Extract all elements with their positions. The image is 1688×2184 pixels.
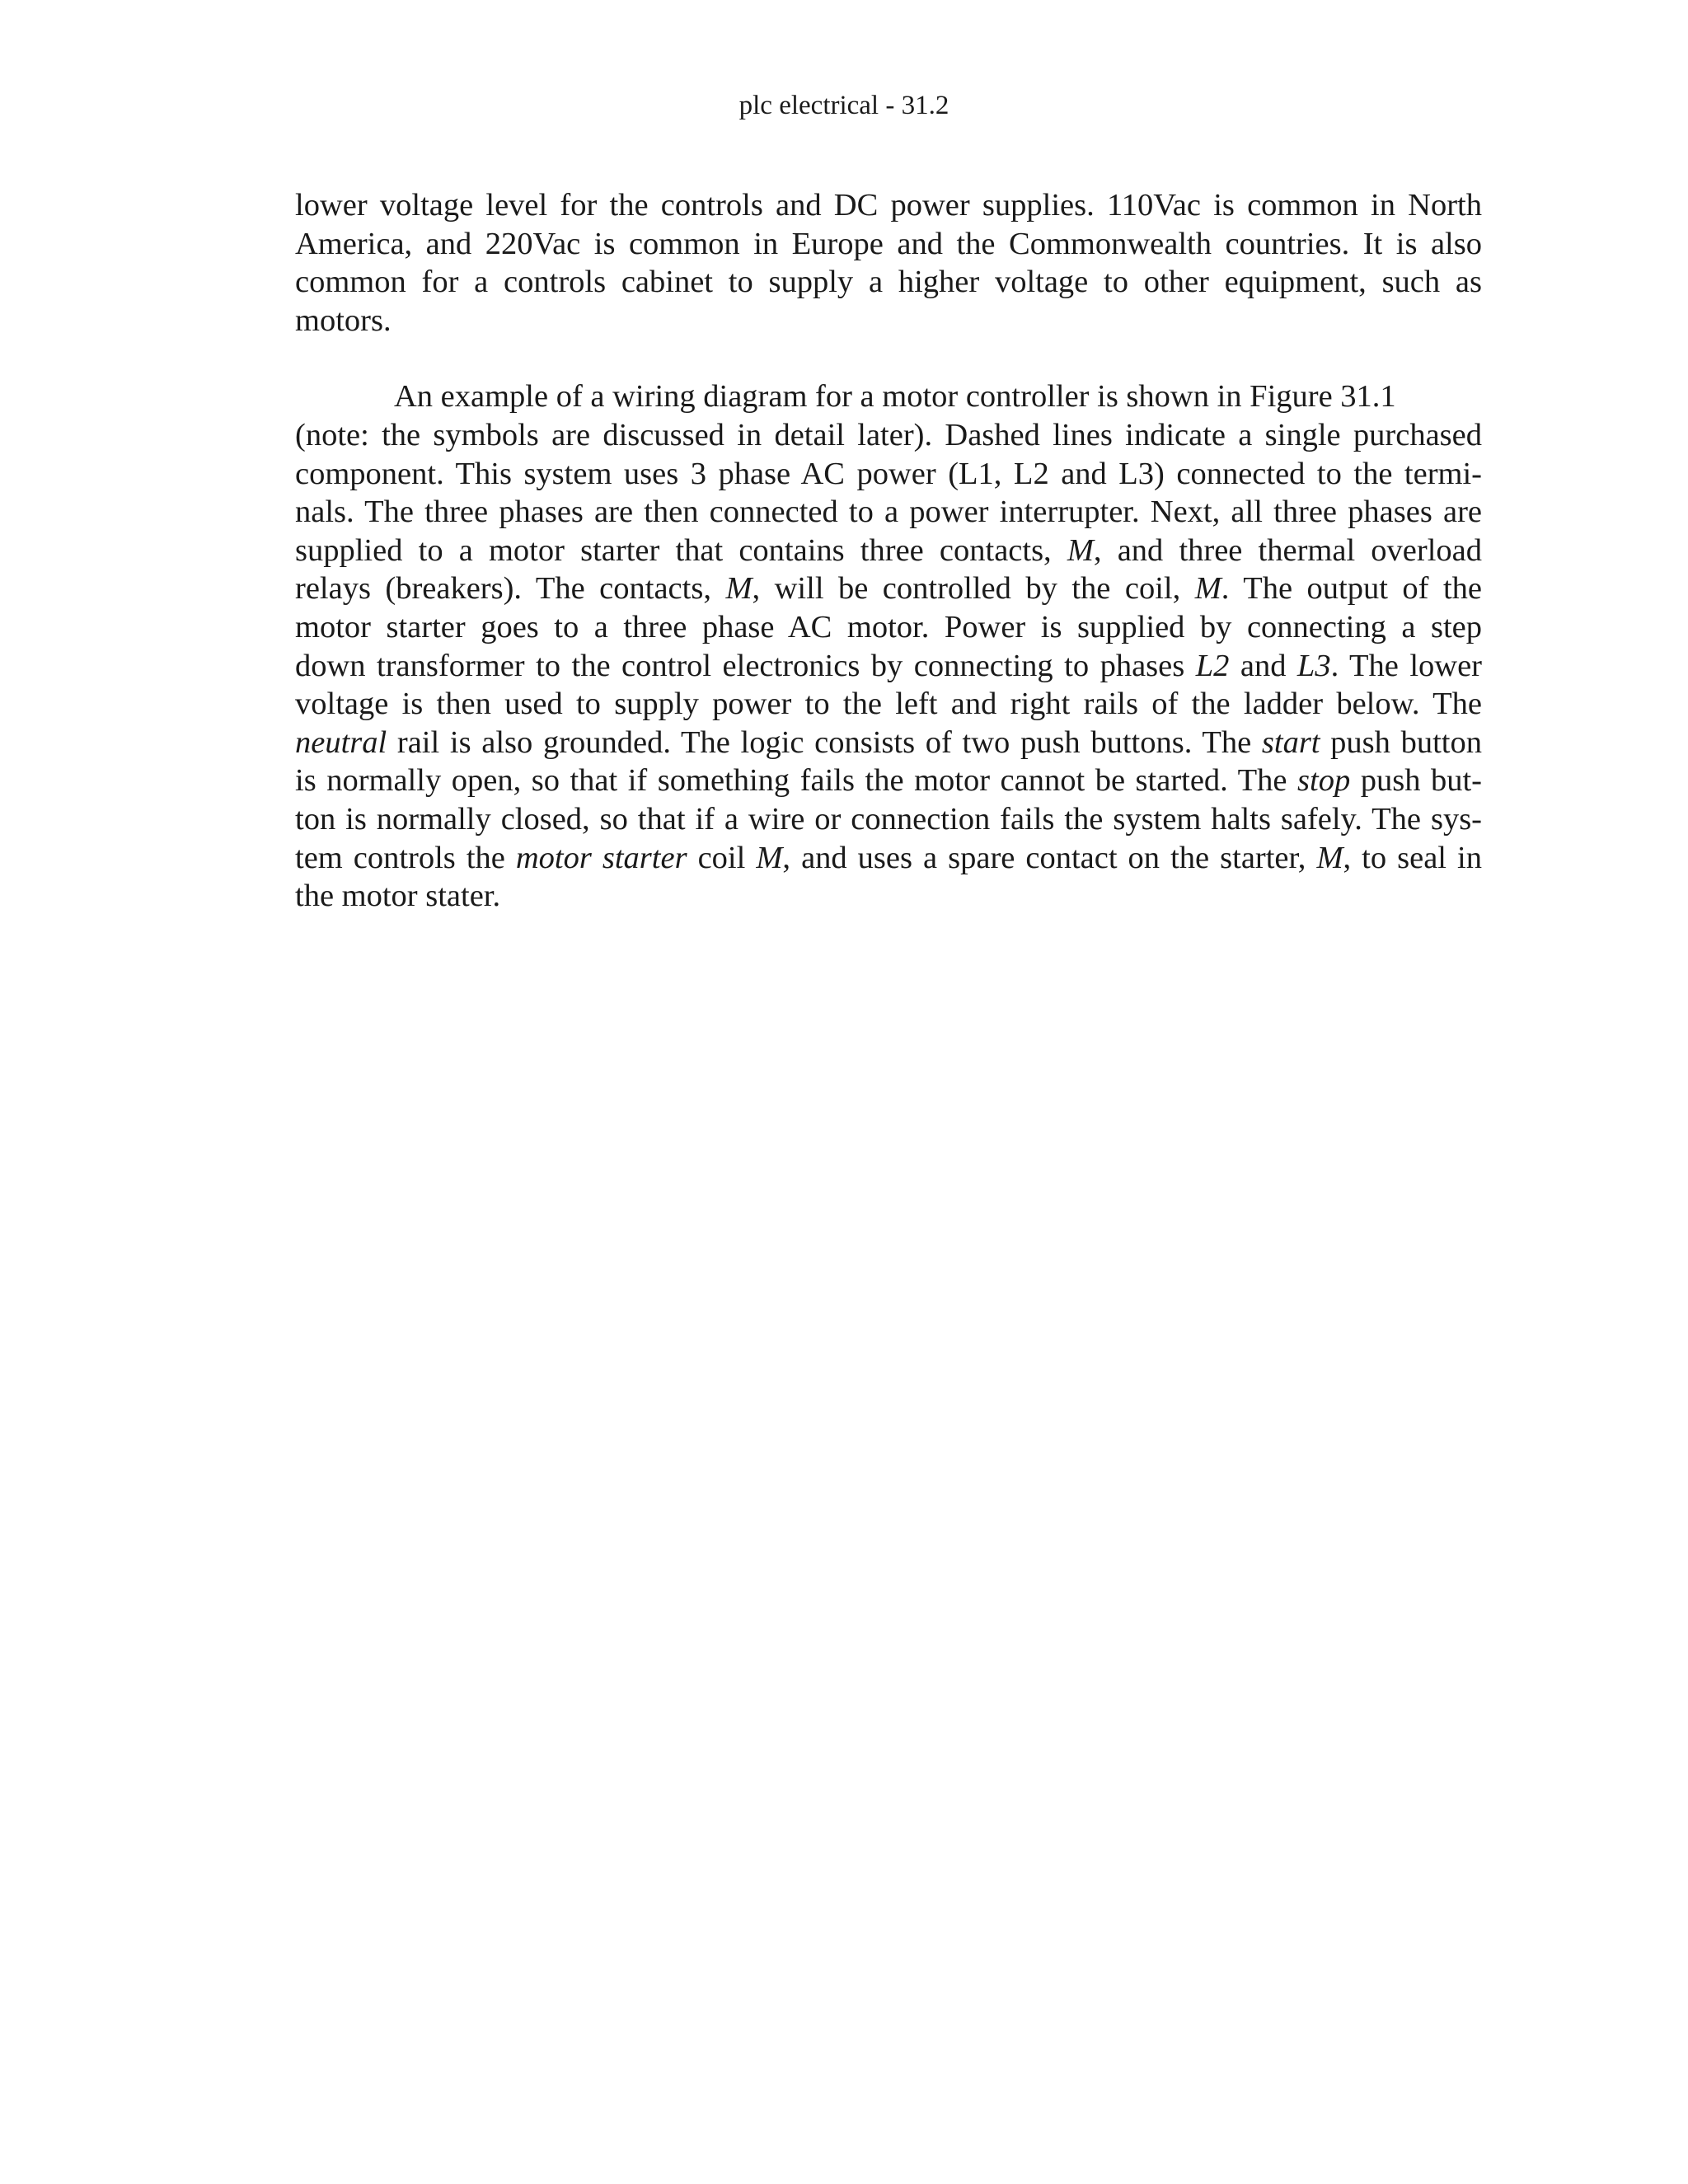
text-run: rail is also grounded. The logic consists of two push buttons. The [387,724,1262,760]
text-run: push button [1320,724,1482,760]
text-line [295,647,1482,686]
text-line: ton is normally closed, so that if a wire or connection fails the system halts safely. The sys- [295,801,1482,837]
italic-symbol: L2 [1195,648,1230,683]
text-line: America, and 220Vac is common in Europe and the Commonwealth countries. It is also [295,226,1482,261]
text-line: the motor stater. [295,879,501,914]
italic-symbol: M [1194,571,1221,607]
italic-term: neutral [295,724,387,760]
text-line [295,724,1482,762]
text-run: , to seal in [1343,840,1482,875]
running-header: plc electrical - 31.2 [738,91,950,120]
text-line: voltage is then used to supply power to the left and right rails of the ladder below. The [295,687,1482,722]
text-run: . The lower [1330,648,1482,683]
text-line: (note: the symbols are discussed in detail later). Dashed lines indicate a single purchased [295,417,1482,452]
paragraph-voltage-levels [295,186,1482,340]
italic-term: motor starter [515,840,687,875]
text-line: motor starter goes to a three phase AC motor. Power is supplied by connecting a step [295,609,1482,644]
body-text [295,186,1482,916]
text-run: . The output of the [1221,571,1482,607]
text-line [295,839,1482,878]
text-run: supplied to a motor starter that contains three contacts, [295,532,1067,568]
text-line [295,532,1482,570]
italic-symbol: M [756,840,783,875]
text-run: , and uses a spare contact on the starter, [782,840,1317,875]
italic-symbol: L3 [1296,648,1331,683]
text-run: push but- [1350,763,1482,799]
text-line: motors. [295,302,392,338]
paragraph-wiring-diagram [295,377,1482,915]
text-run: relays (breakers). The contacts, [295,571,726,607]
text-line: common for a controls cabinet to supply a higher voltage to other equipment, such as [295,265,1482,300]
text-run: , will be controlled by the coil, [752,571,1195,607]
italic-term: stop [1297,763,1351,799]
text-run: , and three thermal overload [1093,532,1482,568]
text-run: An example of a wiring diagram for a motor controller is shown in Figure 31.1 [394,379,1396,415]
italic-term: start [1261,724,1320,760]
text-run: is normally open, so that if something fails the motor cannot be started. The [295,763,1298,799]
text-run: and [1229,648,1297,683]
text-line [295,377,1482,416]
italic-symbol: M [1316,840,1343,875]
text-line: nals. The three phases are then connected to a power interrupter. Next, all three phases are [295,494,1482,530]
text-run: coil [687,840,757,875]
italic-symbol: M [1067,532,1094,568]
text-run: tem controls the [295,840,516,875]
text-line: component. This system uses 3 phase AC power (L1, L2 and L3) connected to the termi- [295,456,1482,491]
italic-symbol: M [725,571,753,607]
text-run: down transformer to the control electronics by connecting to phases [295,648,1196,683]
text-line: lower voltage level for the controls and DC power supplies. 110Vac is common in North [295,188,1482,223]
text-line [295,569,1482,608]
text-line [295,762,1482,800]
